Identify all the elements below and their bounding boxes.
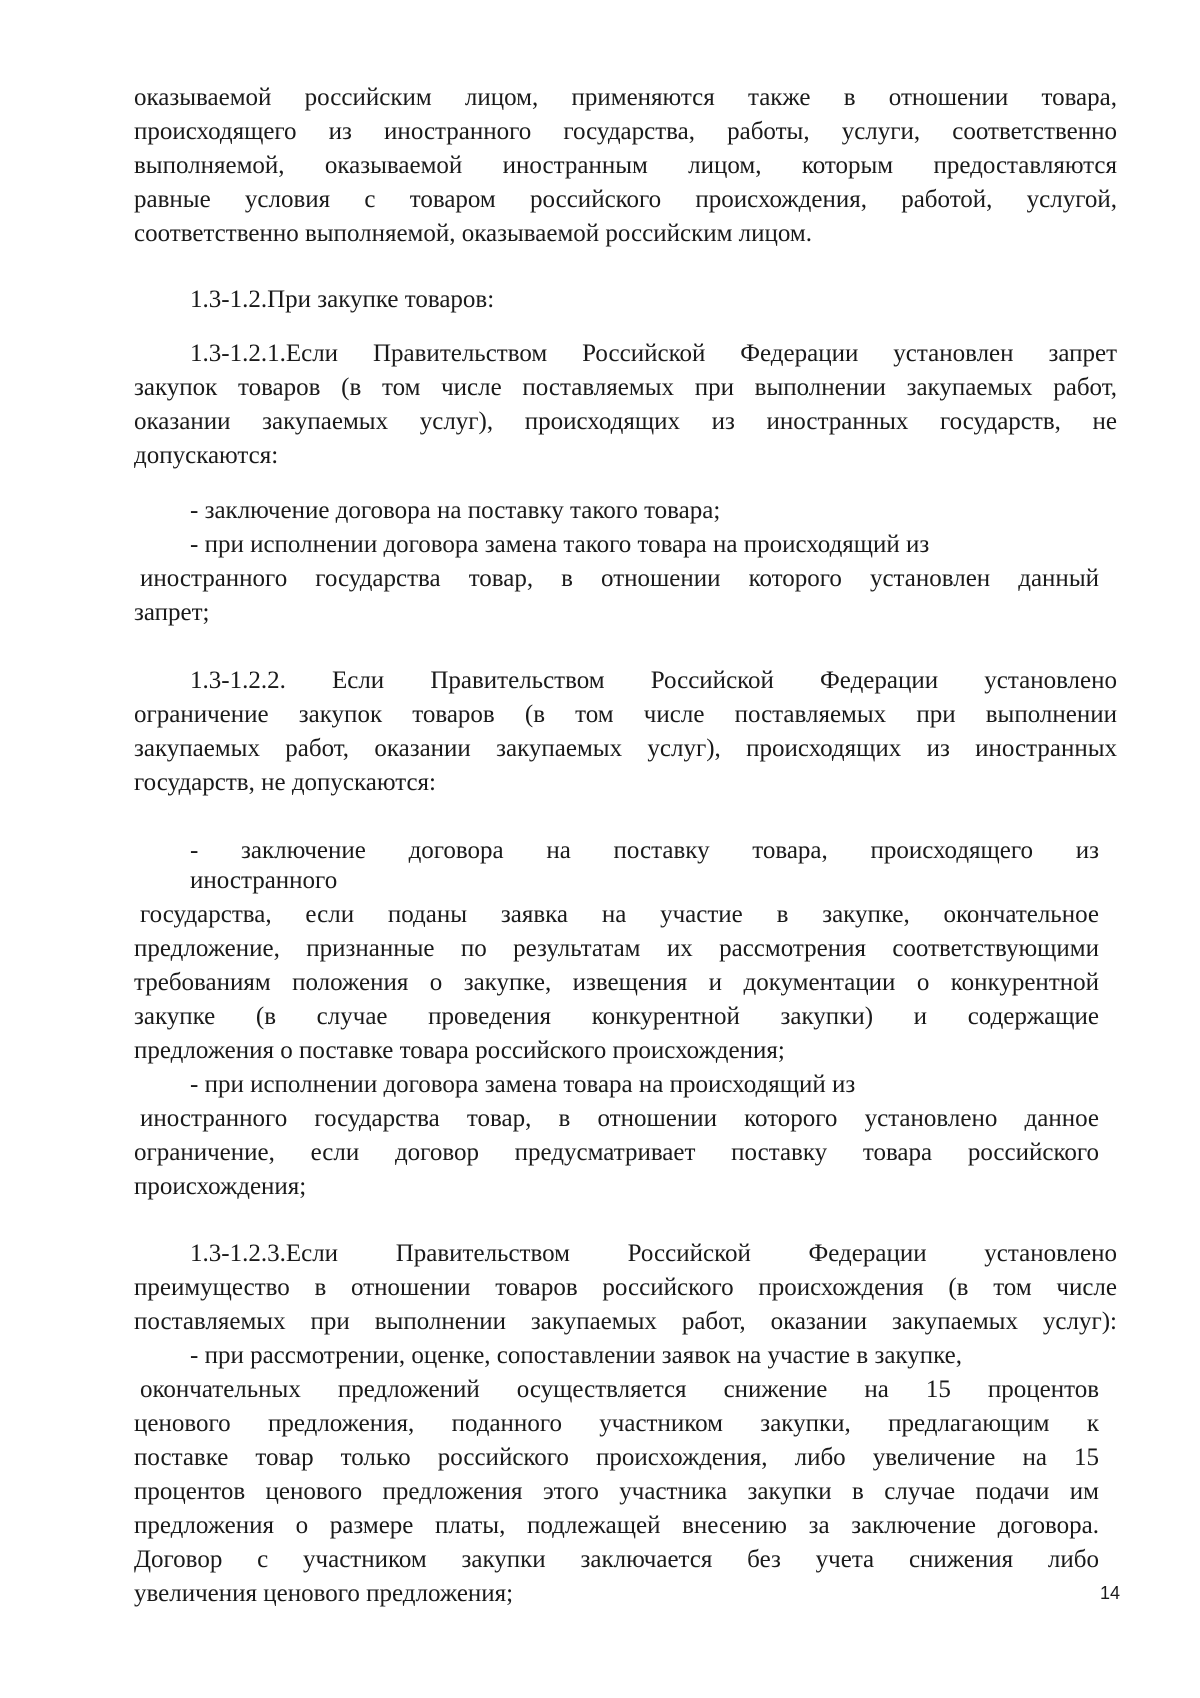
text-line: увеличения ценового предложения;: [134, 1580, 514, 1607]
text-line: 1.3-1.2.1.Если Правительством Российской Федерации установлен запрет: [190, 340, 1117, 367]
list-item-line: - при рассмотрении, оценке, сопоставлении заявок на участие в закупке,: [190, 1342, 962, 1369]
text-line: предложение, признанные по результатам их рассмотрения соответствующими: [134, 935, 1099, 962]
text-line: ограничение закупок товаров (в том числе поставляемых при выполнении: [134, 701, 1117, 728]
text-line: закупок товаров (в том числе поставляемых при выполнении закупаемых работ,: [134, 374, 1117, 401]
text-line: государства, если поданы заявка на участие в закупке, окончательное: [140, 901, 1099, 928]
list-item-line: - заключение договора на поставку товара, происходящего из: [190, 837, 1099, 864]
text-line: предложения о поставке товара российского происхождения;: [134, 1037, 785, 1064]
text-line: поставке товар только российского происхождения, либо увеличение на 15: [134, 1444, 1099, 1471]
text-line: закупке (в случае проведения конкурентной закупки) и содержащие: [134, 1003, 1099, 1030]
text-line: требованиям положения о закупке, извещения и документации о конкурентной: [134, 969, 1099, 996]
list-item-line: - при исполнении договора замена товара на происходящий из: [190, 1071, 856, 1098]
text-line: окончательных предложений осуществляется снижение на 15 процентов: [140, 1376, 1099, 1403]
text-line: соответственно выполняемой, оказываемой российским лицом.: [134, 220, 813, 247]
text-line: преимущество в отношении товаров российского происхождения (в том числе: [134, 1274, 1117, 1301]
text-line: происходящего из иностранного государства, работы, услуги, соответственно: [134, 118, 1117, 145]
text-line: закупаемых работ, оказании закупаемых услуг), происходящих из иностранных: [134, 735, 1117, 762]
text-line: иностранного государства товар, в отношении которого установлен данный: [140, 565, 1099, 592]
text-line: Договор с участником закупки заключается без учета снижения либо: [134, 1546, 1099, 1573]
text-line: поставляемых при выполнении закупаемых работ, оказании закупаемых услуг):: [134, 1308, 1117, 1335]
text-line: государств, не допускаются:: [134, 769, 436, 796]
text-line: допускаются:: [134, 442, 279, 469]
text-line: ценового предложения, поданного участником закупки, предлагающим к: [134, 1410, 1099, 1437]
text-line: предложения о размере платы, подлежащей внесению за заключение договора.: [134, 1512, 1099, 1539]
list-item-line: - заключение договора на поставку такого товара;: [190, 497, 721, 524]
text-line: процентов ценового предложения этого участника закупки в случае подачи им: [134, 1478, 1099, 1505]
text-line: иностранного государства товар, в отношении которого установлено данное: [140, 1105, 1099, 1132]
text-line: запрет;: [134, 599, 210, 626]
text-line: равные условия с товаром российского происхождения, работой, услугой,: [134, 186, 1117, 213]
page-number: 14: [1099, 1583, 1120, 1603]
text-line: оказываемой российским лицом, применяются также в отношении товара,: [134, 84, 1117, 111]
text-line: 1.3-1.2.3.Если Правительством Российской Федерации установлено: [190, 1240, 1117, 1267]
section-heading: 1.3-1.2.При закупке товаров:: [190, 286, 495, 313]
text-line: 1.3-1.2.2. Если Правительством Российской Федерации установлено: [190, 667, 1117, 694]
text-line: происхождения;: [134, 1173, 307, 1200]
text-line: ограничение, если договор предусматривает поставку товара российского: [134, 1139, 1099, 1166]
text-line: иностранного: [190, 867, 338, 894]
list-item-line: - при исполнении договора замена такого товара на происходящий из: [190, 531, 930, 558]
text-line: выполняемой, оказываемой иностранным лицом, которым предоставляются: [134, 152, 1117, 179]
text-line: оказании закупаемых услуг), происходящих из иностранных государств, не: [134, 408, 1117, 435]
